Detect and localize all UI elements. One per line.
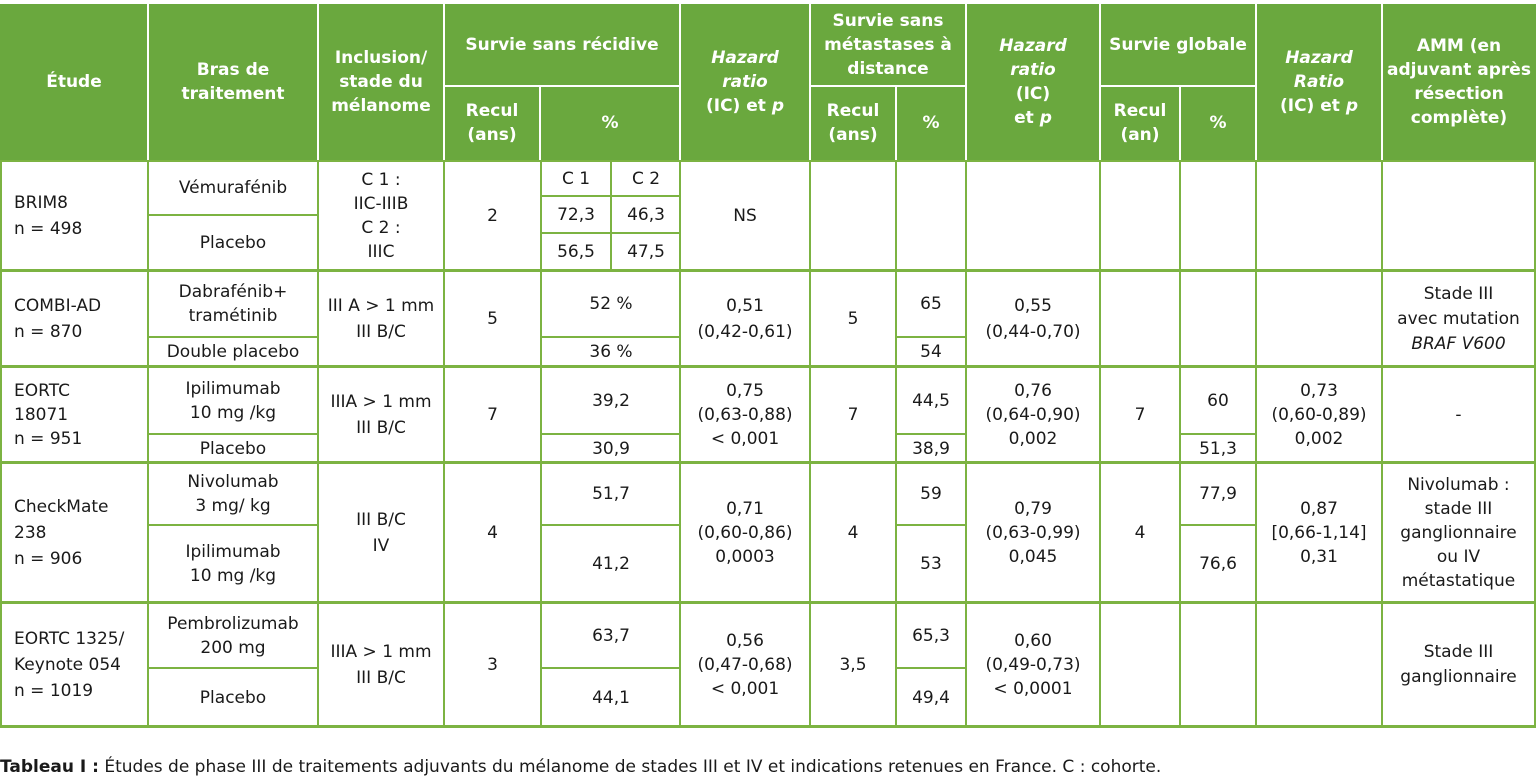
cell-pct-sg: 76,6 [1199,554,1237,574]
header-divider [1381,4,1383,160]
cell-recul: 4 [487,523,498,543]
header-survie-sans-recidive: Survie sans récidive [444,4,680,86]
cell-amm: - [1455,405,1462,425]
header-hr3-ic: (IC) et [1279,96,1346,116]
cell-hazard-ratio-3: 0,73 (0,60-0,89) 0,002 [1271,381,1367,449]
header-bras: Bras de traitement [148,4,318,160]
cell-recul: 7 [487,405,498,425]
header-pct-ssmd: % [896,86,966,160]
cell-recul-ssmd: 5 [847,309,859,329]
caption-text: Études de phase III de traitements adjuvants du mélanome de stades III et IV et indications retenues en France. C : cohorte. [98,757,1162,777]
header-divider [810,85,966,87]
cell-cohort-label: C 1 [561,168,591,189]
cell-pct: 51,7 [592,484,630,504]
cell-etude: EORTC 18071 n = 951 [14,381,83,449]
header-hr1-sub [706,94,784,118]
cell-hazard-ratio-2: 0,60 (0,49-0,73) < 0,0001 [985,631,1081,699]
header-divider [679,4,681,160]
header-hazard-ratio-2 [966,4,1100,160]
cell-pct: 63,7 [592,625,630,646]
header-divider [965,4,967,160]
header-divider [895,86,897,160]
header-hr2-sub [1008,82,1058,130]
cell-hazard-ratio: 0,56 (0,47-0,68) < 0,001 [697,631,793,699]
header-amm: AMM (en adjuvant après résection complète) [1382,4,1536,160]
cell-recul-ssmd: 7 [847,405,859,425]
header-survie-globale: Survie globale [1100,4,1256,86]
cell-hazard-ratio: 0,75 (0,63-0,88) < 0,001 [697,381,793,449]
cell-inclusion: C 1 : IIC-IIIB C 2 : IIIC [353,170,409,262]
cell-bras: Ipilimumab 10 mg /kg [185,542,281,586]
header-hr3-title: Hazard Ratio [1285,48,1353,92]
header-divider [317,4,319,160]
header-divider [539,86,541,160]
header-hr3-p: p [1345,96,1358,116]
cell-recul-ssmd: 3,5 [839,655,867,675]
cell-bras: Placebo [199,438,267,459]
header-survie-sans-metastases: Survie sans métastases à distance [810,4,966,86]
header-hr1-ic: (IC) et [705,96,772,116]
cell-hazard-ratio: NS [733,206,757,226]
cell-recul: 3 [487,655,498,675]
cell-hazard-ratio: 0,51 (0,42-0,61) [697,296,793,342]
cell-pct-ssmd: 65 [920,294,942,314]
cell-etude: CheckMate 238 n = 906 [14,497,109,569]
cell-etude: COMBI-AD n = 870 [14,296,102,342]
cell-pct: 56,5 [557,242,595,262]
table-caption [0,756,1161,778]
header-pct-sg: % [1180,86,1256,160]
header-etude: Étude [0,4,148,160]
cell-pct-sg: 60 [1207,390,1229,411]
cell-inclusion: III A > 1 mm III B/C [327,296,435,342]
cell-amm-mutation: BRAF V600 [1411,333,1506,354]
cell-pct: 39,2 [592,390,630,411]
header-divider [1099,4,1101,160]
header-divider [443,4,445,160]
cell-hazard-ratio-3: 0,87 [0,66-1,14] 0,31 [1271,499,1367,567]
header-pct-ssr: % [540,86,680,160]
cell-recul: 5 [487,309,498,329]
cell-inclusion: III B/C IV [356,510,406,556]
header-divider [1100,85,1256,87]
cell-bras: Double placebo [166,342,300,362]
cell-pct: 41,2 [592,554,630,574]
cell-bras: Ipilimumab 10 mg /kg [185,378,281,423]
caption-label: Tableau I : [0,757,99,777]
cell-cohort-label: C 2 [631,168,661,189]
cell-hazard-ratio: 0,71 (0,60-0,86) 0,0003 [697,499,793,567]
header-recul-ssmd: Recul (ans) [810,86,896,160]
cell-pct-ssmd: 44,5 [912,390,950,411]
header-divider [1255,4,1257,160]
cell-pct-ssmd: 54 [920,342,942,362]
cell-hazard-ratio-2: 0,55 (0,44-0,70) [985,296,1081,342]
cell-pct: 30,9 [592,438,630,459]
cell-pct: 52 % [589,294,633,314]
cell-pct-ssmd: 49,4 [912,687,950,708]
header-divider [444,85,680,87]
header-hr3-sub [1280,94,1358,118]
header-hr1-title: Hazard ratio [711,48,779,92]
cell-hazard-ratio-2: 0,76 (0,64-0,90) 0,002 [985,381,1081,449]
cell-recul: 2 [487,206,498,226]
cell-inclusion: IIIA > 1 mm III B/C [330,642,432,688]
header-divider [809,4,811,160]
cell-pct-sg: 77,9 [1199,484,1237,504]
cell-recul-ssmd: 4 [847,523,859,543]
header-recul-ssr: Recul (ans) [444,86,540,160]
header-inclusion: Inclusion/ stade du mélanome [318,4,444,160]
cell-amm: Nivolumab : stade III ganglionnaire ou IV métastatique [1400,475,1517,591]
cell-bras: Vémurafénib [178,178,288,198]
header-divider [1179,86,1181,160]
header-recul-sg: Recul (an) [1100,86,1180,160]
cell-recul-sg: 4 [1134,523,1146,543]
header-hazard-ratio-3 [1256,4,1382,160]
cell-pct-ssmd: 53 [920,554,942,574]
cell-pct: 46,3 [627,204,665,225]
cell-inclusion: IIIA > 1 mm III B/C [330,392,432,438]
header-hr2-p: p [1039,108,1052,128]
header-hr2-title: Hazard ratio [999,36,1067,80]
header-hr1-p: p [771,96,784,116]
header-hazard-ratio-1 [680,4,810,160]
cell-amm [1383,272,1534,366]
cell-pct-ssmd: 59 [920,484,942,504]
cell-pct-sg: 51,3 [1199,438,1237,459]
cell-bras: Dabrafénib+ tramétinib [178,282,288,326]
cell-pct: 44,1 [592,687,630,708]
cell-etude: EORTC 1325/ Keynote 054 n = 1019 [14,629,125,701]
cell-amm-text: Stade III avec mutation [1397,283,1520,329]
cell-pct-ssmd: 38,9 [912,438,950,459]
cell-bras: Pembrolizumab 200 mg [167,613,299,658]
cell-pct-ssmd: 65,3 [912,625,950,646]
header-hr2-ic: (IC) et [1014,84,1051,128]
cell-recul-sg: 7 [1134,405,1146,425]
cell-pct: 72,3 [557,204,595,225]
cell-bras: Placebo [199,233,267,253]
cell-bras: Placebo [199,687,267,708]
header-divider [147,4,149,160]
cell-etude: BRIM8 n = 498 [14,193,83,239]
cell-amm: Stade III ganglionnaire [1400,642,1517,687]
cell-hazard-ratio-2: 0,79 (0,63-0,99) 0,045 [985,499,1081,567]
cell-pct: 36 % [589,342,633,362]
cell-bras: Nivolumab 3 mg/ kg [187,472,279,516]
cell-pct: 47,5 [627,242,665,262]
